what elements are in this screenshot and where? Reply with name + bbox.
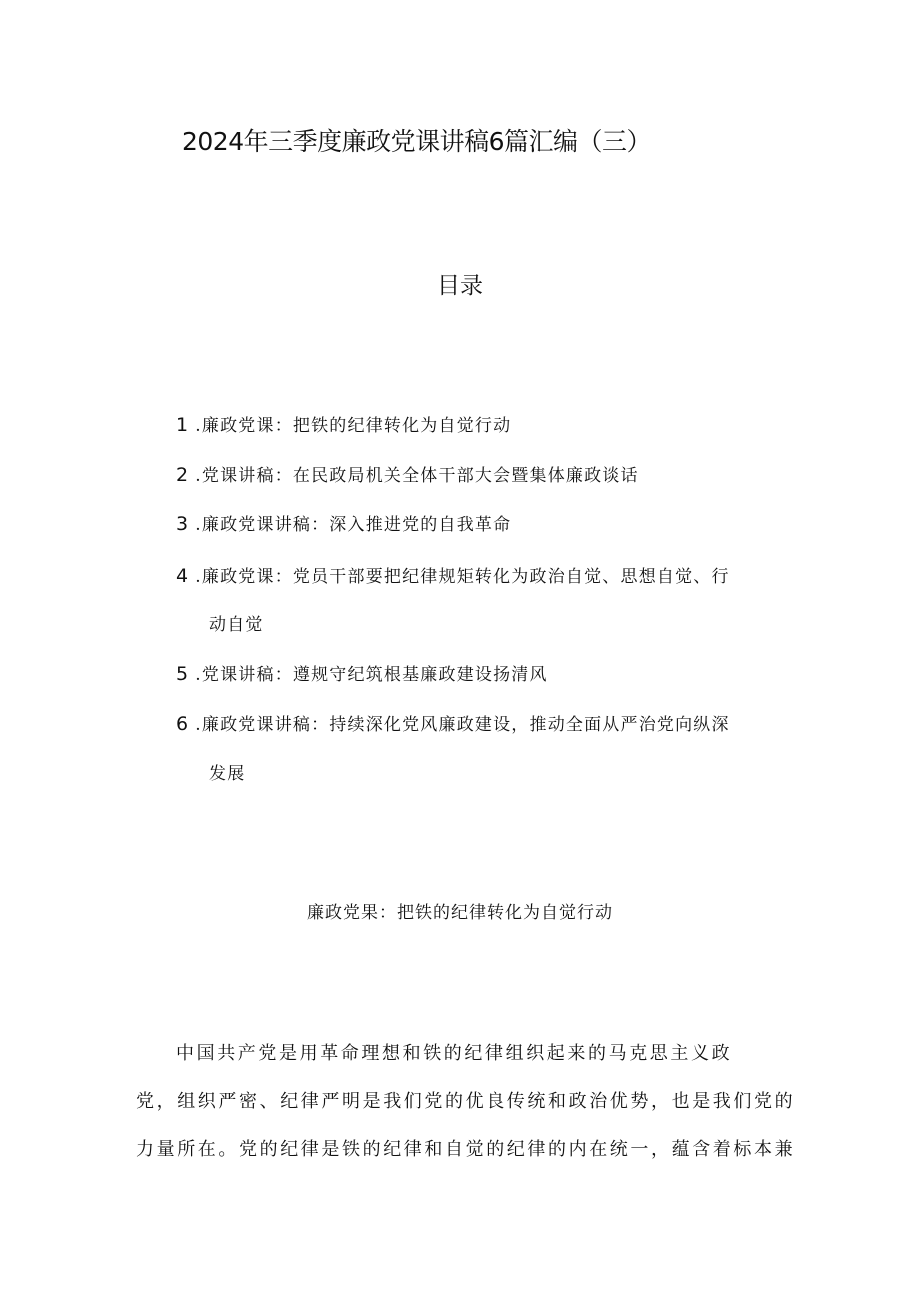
toc-item-text: .廉政党课：党员干部要把纪律规矩转化为政治自觉、思想自觉、行 xyxy=(195,567,730,587)
toc-item-number: 2 xyxy=(176,464,190,486)
toc-item-number: 6 xyxy=(176,713,190,735)
toc-item-6-continuation: 发展 xyxy=(209,764,246,784)
toc-item-text: .廉政党课：把铁的纪律转化为自觉行动 xyxy=(195,416,512,436)
body-paragraph-line-1: 中国共产党是用革命理想和铁的纪律组织起来的马克思主义政 xyxy=(176,1043,733,1064)
toc-item-5 xyxy=(176,662,548,687)
toc-item-number: 4 xyxy=(176,565,190,587)
toc-item-number: 3 xyxy=(176,513,190,535)
toc-item-6 xyxy=(176,712,730,737)
toc-item-4 xyxy=(176,564,730,589)
toc-heading: 目录 xyxy=(437,273,483,299)
toc-item-text: .廉政党课讲稿：深入推进党的自我革命 xyxy=(195,515,512,535)
toc-item-number: 1 xyxy=(176,414,190,436)
body-paragraph-line-2: 党，组织严密、纪律严明是我们党的优良传统和政治优势，也是我们党的 xyxy=(136,1091,796,1112)
toc-item-2 xyxy=(176,463,639,488)
toc-item-text: .党课讲稿：在民政局机关全体干部大会暨集体廉政谈话 xyxy=(195,466,639,486)
toc-item-text: .廉政党课讲稿：持续深化党风廉政建设，推动全面从严治党向纵深 xyxy=(195,715,730,735)
document-title: 2024年三季度廉政党课讲稿6篇汇编（三） xyxy=(182,127,652,156)
section-title: 廉政党果：把铁的纪律转化为自觉行动 xyxy=(307,903,613,923)
toc-item-1 xyxy=(176,413,511,438)
toc-item-text: .党课讲稿：遵规守纪筑根基廉政建设扬清风 xyxy=(195,665,548,685)
toc-item-number: 5 xyxy=(176,663,190,685)
toc-item-3 xyxy=(176,512,511,537)
body-paragraph-line-3: 力量所在。党的纪律是铁的纪律和自觉的纪律的内在统一，蕴含着标本兼 xyxy=(136,1139,796,1160)
toc-item-4-continuation: 动自觉 xyxy=(209,615,264,635)
